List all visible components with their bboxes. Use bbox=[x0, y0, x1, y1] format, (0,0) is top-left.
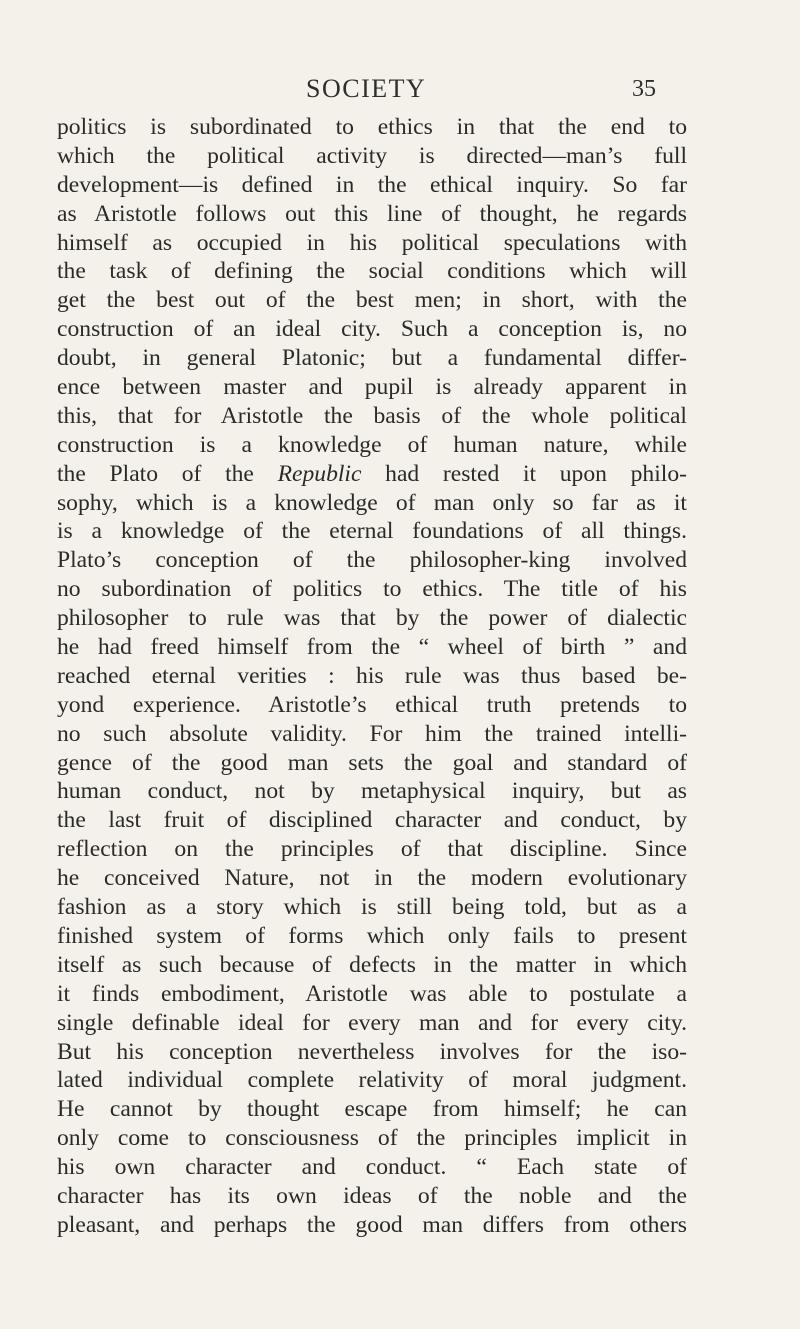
text-line-republic bbox=[57, 460, 687, 489]
text-line: fashion as a story which is still being told, but as a bbox=[57, 894, 687, 921]
text-line: finished system of forms which only fails to present bbox=[57, 922, 687, 949]
text-line: the last fruit of disciplined character and conduct, by bbox=[57, 807, 687, 834]
text-line: character has its own ideas of the noble and the bbox=[57, 1182, 687, 1209]
text-line: only come to consciousness of the principles implicit in bbox=[57, 1125, 687, 1152]
text-line: the task of defining the social conditions which will bbox=[57, 258, 687, 285]
text-line: sophy, which is a knowledge of man only so far as it bbox=[57, 489, 687, 516]
text-line: philosopher to rule was that by the power of dialectic bbox=[57, 605, 687, 632]
text-span: had rested it upon philo- bbox=[361, 460, 687, 487]
text-line: pleasant, and perhaps the good man differs from others bbox=[57, 1211, 687, 1238]
text-line: reflection on the principles of that discipline. Since bbox=[57, 836, 687, 863]
text-line: development—is defined in the ethical inquiry. So far bbox=[57, 171, 687, 198]
text-line: yond experience. Aristotle’s ethical truth pretends to bbox=[57, 691, 687, 718]
text-line: He cannot by thought escape from himself; he can bbox=[57, 1096, 687, 1123]
text-line: But his conception nevertheless involves for the iso- bbox=[57, 1038, 687, 1065]
book-title-italic: Republic bbox=[277, 460, 362, 487]
text-line: human conduct, not by metaphysical inquiry, but as bbox=[57, 778, 687, 805]
text-line: as Aristotle follows out this line of thought, he regards bbox=[57, 200, 687, 227]
text-line: this, that for Aristotle the basis of the whole political bbox=[57, 402, 687, 429]
text-line: reached eternal verities : his rule was thus based be- bbox=[57, 662, 687, 689]
body-text bbox=[57, 113, 687, 1240]
text-line: he had freed himself from the “ wheel of birth ” and bbox=[57, 634, 687, 661]
text-line: himself as occupied in his political speculations with bbox=[57, 229, 687, 256]
running-title: SOCIETY bbox=[306, 74, 427, 103]
text-line: construction of an ideal city. Such a conception is, no bbox=[57, 316, 687, 343]
running-head bbox=[0, 74, 800, 114]
page-number: 35 bbox=[632, 76, 656, 102]
text-line: get the best out of the best men; in short, with the bbox=[57, 287, 687, 314]
text-line: he conceived Nature, not in the modern evolutionary bbox=[57, 865, 687, 892]
text-line: no such absolute validity. For him the trained intelli- bbox=[57, 720, 687, 747]
text-line: gence of the good man sets the goal and standard of bbox=[57, 749, 687, 776]
text-span: the Plato of the bbox=[57, 460, 278, 487]
text-line: is a knowledge of the eternal foundations of all things. bbox=[57, 518, 687, 545]
text-line: doubt, in general Platonic; but a fundamental differ- bbox=[57, 345, 687, 372]
text-line: his own character and conduct. “ Each state of bbox=[57, 1154, 687, 1181]
text-line: lated individual complete relativity of moral judgment. bbox=[57, 1067, 687, 1094]
text-line: single definable ideal for every man and for every city. bbox=[57, 1009, 687, 1036]
text-line: Plato’s conception of the philosopher-king involved bbox=[57, 547, 687, 574]
text-line: no subordination of politics to ethics. The title of his bbox=[57, 576, 687, 603]
text-line: ence between master and pupil is already apparent in bbox=[57, 374, 687, 401]
text-line: itself as such because of defects in the matter in which bbox=[57, 951, 687, 978]
text-line: politics is subordinated to ethics in that the end to bbox=[57, 114, 687, 140]
text-line: it finds embodiment, Aristotle was able to postulate a bbox=[57, 980, 687, 1007]
text-line: which the political activity is directed—man’s full bbox=[57, 142, 687, 169]
text-line: construction is a knowledge of human nature, while bbox=[57, 431, 687, 458]
